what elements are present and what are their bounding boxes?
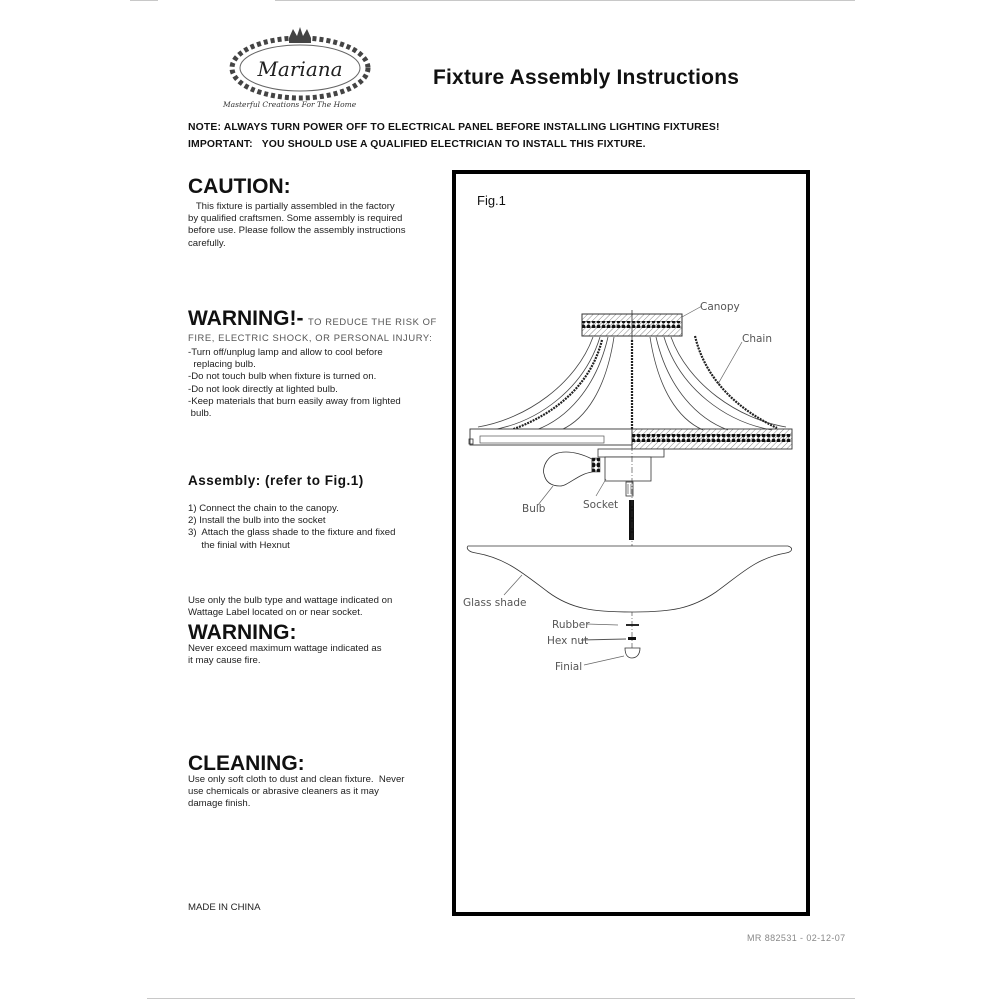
wattage-warning-line: it may cause fire. <box>188 655 261 667</box>
hex-nut-part <box>628 637 636 640</box>
finial-leader <box>584 656 624 665</box>
warning-item: bulb. <box>188 408 212 420</box>
canopy-leader <box>682 306 702 317</box>
page-title: Fixture Assembly Instructions <box>433 66 740 89</box>
cleaning-heading: CLEANING: <box>188 752 305 775</box>
wattage-line: Wattage Label located on or near socket. <box>188 607 363 619</box>
warning-item: -Keep materials that burn easily away from lighted <box>188 395 401 407</box>
power-off-note: NOTE: ALWAYS TURN POWER OFF TO ELECTRICAL PANEL BEFORE INSTALLING LIGHTING FIXTURES! <box>188 122 720 133</box>
rubber-label: Rubber <box>552 619 590 631</box>
glass-shade-label: Glass shade <box>463 597 527 609</box>
cleaning-line: use chemicals or abrasive cleaners as it may <box>188 786 379 798</box>
hex-nut-label: Hex nut <box>547 635 589 647</box>
rubber-leader <box>587 624 618 625</box>
document-code: MR 882531 - 02-12-07 <box>747 933 846 943</box>
important-note: IMPORTANT: YOU SHOULD USE A QUALIFIED ELECTRICIAN TO INSTALL THIS FIXTURE. <box>188 139 646 150</box>
warning-item: -Do not touch bulb when fixture is turned on. <box>188 371 377 383</box>
assembly-heading: Assembly: (refer to Fig.1) <box>188 473 364 488</box>
chain-right <box>695 336 777 428</box>
fixture-body <box>469 429 792 449</box>
assembly-step: the finial with Hexnut <box>188 539 290 551</box>
canopy-label: Canopy <box>700 301 740 313</box>
caution-line: This fixture is partially assembled in the factory <box>188 201 395 212</box>
finial-label: Finial <box>555 661 583 673</box>
assembly-step: 1) Connect the chain to the canopy. <box>188 503 339 514</box>
bulb-part <box>544 452 600 486</box>
finial-part <box>625 648 640 658</box>
wattage-warning-line: Never exceed maximum wattage indicated as <box>188 643 382 654</box>
caution-line: by qualified craftsmen. Some assembly is required <box>188 213 403 225</box>
cleaning-line: Use only soft cloth to dust and clean fixture. Never <box>188 774 405 785</box>
canopy-part <box>582 310 682 340</box>
assembly-step: 2) Install the bulb into the socket <box>188 515 326 527</box>
cleaning-text <box>188 774 448 811</box>
page-bottom-edge <box>147 998 855 999</box>
warning-item: -Do not look directly at lighted bulb. <box>188 383 338 395</box>
wattage-line: Use only the bulb type and wattage indicated on <box>188 595 393 606</box>
bulb-label: Bulb <box>522 503 546 515</box>
page-top-edge <box>275 0 855 1</box>
socket-part <box>598 449 664 496</box>
wattage-note <box>188 595 438 619</box>
warning-item: replacing bulb. <box>188 359 256 371</box>
made-in-label: MADE IN CHINA <box>188 902 261 913</box>
fixture-diagram <box>456 174 806 904</box>
glass-shade-leader <box>504 575 522 595</box>
threaded-rod <box>629 500 634 540</box>
wattage-warning-text <box>188 643 438 667</box>
warning-heading: WARNING!- <box>188 307 304 330</box>
caution-heading: CAUTION: <box>188 175 291 198</box>
warning-subtitle-cont: FIRE, ELECTRIC SHOCK, OR PERSONAL INJURY: <box>188 332 433 343</box>
page-top-edge <box>130 0 158 1</box>
chain-leader <box>718 342 742 384</box>
caution-line: before use. Please follow the assembly instructions <box>188 225 406 237</box>
cleaning-line: damage finish. <box>188 798 251 810</box>
wattage-warning-heading: WARNING: <box>188 621 297 644</box>
laurel-wreath-logo-icon <box>225 24 375 104</box>
caution-line: carefully. <box>188 237 226 249</box>
warning-list <box>188 347 438 420</box>
brand-tagline: Masterful Creations For The Home <box>223 100 357 109</box>
socket-label: Socket <box>583 499 619 511</box>
warning-subtitle: TO REDUCE THE RISK OF <box>307 316 437 327</box>
assembly-step: 3) Attach the glass shade to the fixture and fixed <box>188 527 396 539</box>
socket-leader <box>596 479 606 496</box>
assembly-steps <box>188 503 438 552</box>
logo-text: Mariana <box>257 57 343 81</box>
warning-item: -Turn off/unplug lamp and allow to cool before <box>188 347 383 358</box>
chain-label: Chain <box>742 333 772 345</box>
figure-label: Fig.1 <box>477 193 506 208</box>
caution-text <box>188 201 438 250</box>
warning-block <box>188 308 437 330</box>
